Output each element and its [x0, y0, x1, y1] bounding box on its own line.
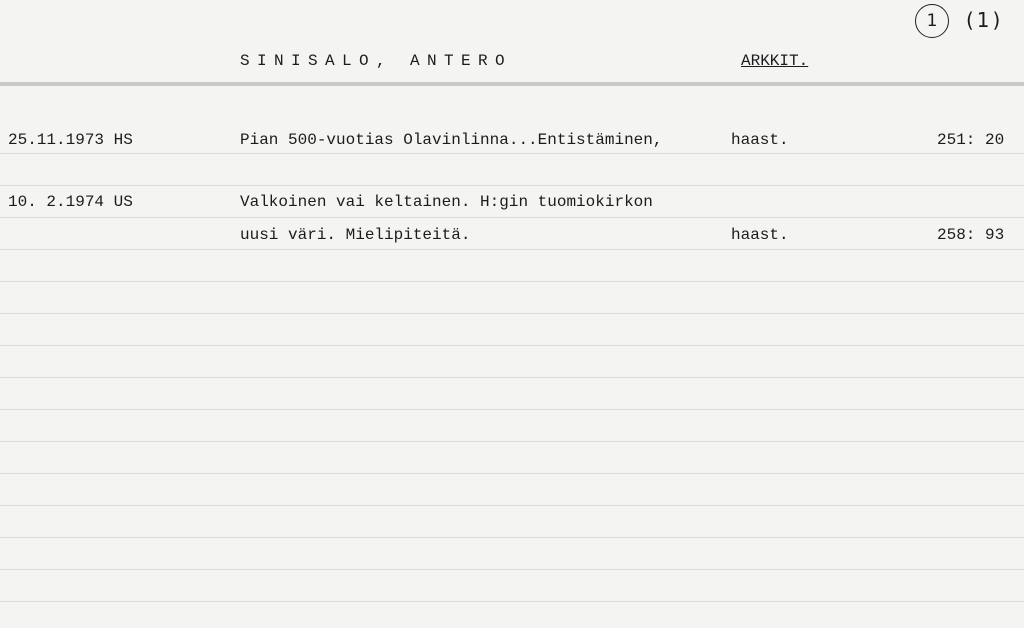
category-label: ARKKIT. — [741, 52, 809, 70]
entry-date-source: 10. 2.1974 US — [8, 193, 133, 211]
entry-reference: 258: 93 — [937, 226, 1005, 244]
circled-number-mark: 1 — [915, 4, 949, 38]
parenthesized-number-mark: (1) — [966, 8, 1004, 32]
entry-date-source: 25.11.1973 HS — [8, 131, 133, 149]
entry-type: haast. — [731, 226, 789, 244]
entry-type: haast. — [731, 131, 789, 149]
entry-title-line-2: uusi väri. Mielipiteitä. — [240, 226, 471, 244]
person-name: SINISALO, ANTERO — [240, 52, 513, 70]
entry-reference: 251: 20 — [937, 131, 1005, 149]
entry-title-line-1: Valkoinen vai keltainen. H:gin tuomiokirkon — [240, 193, 653, 211]
entry-title: Pian 500-vuotias Olavinlinna...Entistäminen, — [240, 131, 663, 149]
header-divider — [0, 82, 1024, 86]
